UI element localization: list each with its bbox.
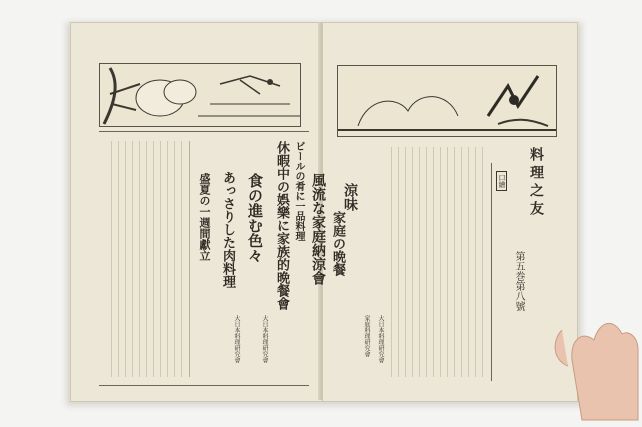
right-column-2: 大日本料理研究會 — [377, 315, 384, 363]
right-feature-2: 家庭の晩餐 — [330, 211, 345, 276]
contents-label: 口繪 — [496, 171, 507, 191]
right-column-1: 家庭料理研究會 — [363, 315, 370, 357]
right-title-rule — [491, 163, 492, 381]
left-column-rule-1 — [189, 141, 190, 377]
left-text-block — [105, 141, 185, 377]
left-column-2: 大日本料理研究會 — [233, 315, 240, 363]
right-feature-3: 風流な家庭納涼會 — [310, 173, 326, 285]
left-frame-bottom — [99, 385, 309, 386]
tree-girl-drawing — [100, 64, 300, 126]
left-feature-5: 盛夏の一週間獻立 — [198, 173, 211, 261]
magazine-title: 料理之友 — [528, 147, 544, 219]
right-feature-1: 涼味 — [342, 183, 358, 211]
left-column-1: 大日本料理研究會 — [261, 315, 268, 363]
right-page — [310, 22, 578, 402]
hand-graphic — [552, 300, 642, 420]
right-text-block — [385, 147, 485, 377]
left-feature-3: 食の進む色々 — [246, 173, 264, 263]
left-feature-4: あっさりした肉料理 — [220, 171, 235, 288]
right-illustration — [337, 65, 557, 137]
left-frame-top — [99, 131, 309, 132]
issue-number: 第五巻第八號 — [513, 251, 524, 311]
left-feature-1: ビールの肴に一品料理 — [293, 141, 304, 241]
left-page — [70, 22, 324, 402]
bird-cloud-drawing — [338, 66, 556, 136]
left-illustration — [99, 63, 301, 127]
left-feature-2: 休暇中の娯樂に家族的晩餐會 — [274, 141, 289, 310]
